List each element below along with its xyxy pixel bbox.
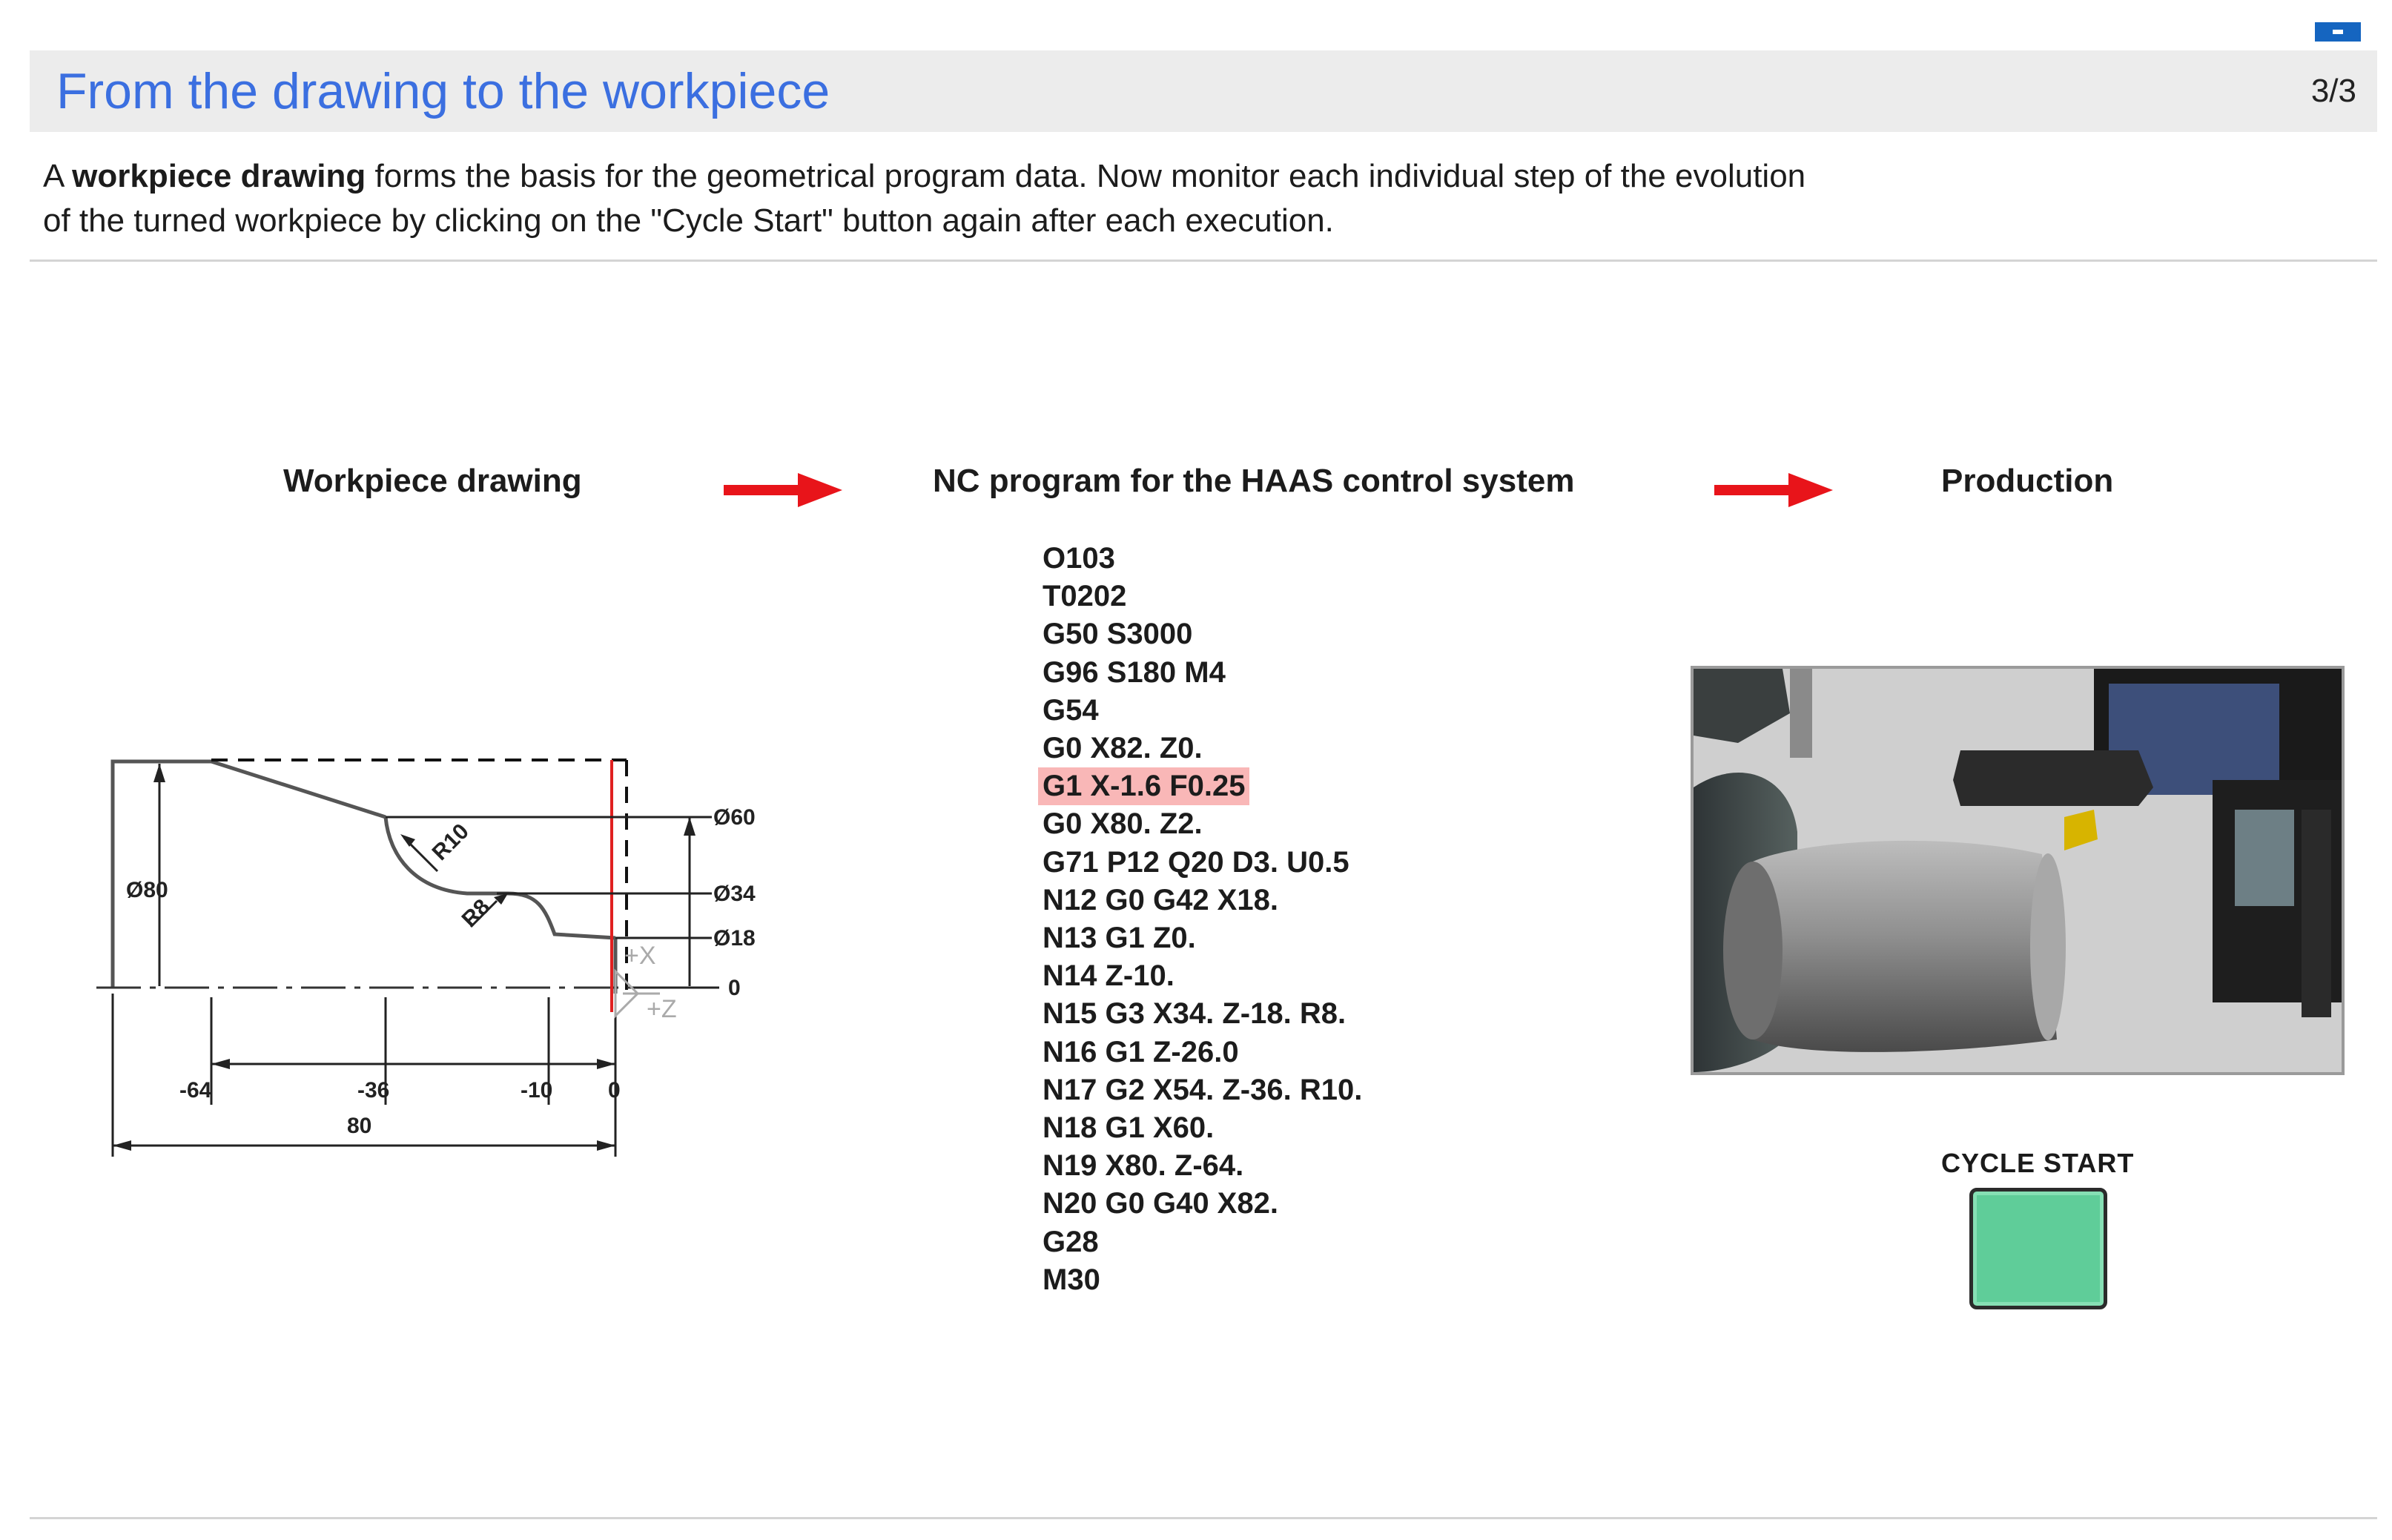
nc-line: N18 G1 X60. — [1043, 1111, 1215, 1145]
nc-line: G54 — [1043, 693, 1099, 727]
language-flag-icon[interactable] — [2315, 22, 2361, 42]
label-d80: Ø80 — [126, 878, 168, 902]
page-indicator: 3/3 — [2310, 73, 2356, 109]
lathe-scene-illustration — [1694, 669, 2342, 1072]
intro-text — [43, 154, 1823, 243]
workpiece-drawing — [96, 749, 786, 1171]
label-d34: Ø34 — [713, 882, 756, 906]
cycle-start-button[interactable] — [1969, 1188, 2107, 1309]
nc-line: N19 X80. Z-64. — [1043, 1149, 1244, 1183]
nc-line: N16 G1 Z-26.0 — [1043, 1035, 1239, 1068]
nc-line: N17 G2 X54. Z-36. R10. — [1043, 1073, 1363, 1106]
intro-bold: workpiece drawing — [72, 158, 366, 194]
bottom-divider — [30, 1517, 2377, 1519]
nc-line: G0 X80. Z2. — [1043, 807, 1203, 841]
nc-line: N13 G1 Z0. — [1043, 922, 1196, 955]
nc-line: O103 — [1043, 542, 1115, 575]
label-z10: -10 — [521, 1078, 553, 1103]
label-r10: R10 — [427, 819, 474, 865]
page-title: From the drawing to the workpiece — [56, 63, 830, 119]
nc-line: G71 P12 Q20 D3. U0.5 — [1043, 845, 1349, 879]
top-divider — [30, 260, 2377, 262]
label-zero-x: 0 — [728, 976, 741, 1000]
nc-line: G50 S3000 — [1043, 618, 1193, 651]
arrow-right-icon — [1714, 472, 1833, 509]
label-z64: -64 — [179, 1078, 212, 1103]
label-d60: Ø60 — [713, 805, 756, 830]
intro-prefix: A — [43, 158, 73, 194]
nc-line-active: G1 X-1.6 F0.25 — [1038, 767, 1249, 805]
label-plus-z: +Z — [647, 995, 677, 1023]
nc-program-heading: NC program for the HAAS control system — [933, 463, 1575, 499]
label-d18: Ø18 — [713, 926, 756, 951]
label-length-80: 80 — [347, 1114, 372, 1138]
nc-program-listing — [1043, 540, 1367, 1299]
label-r8: R8 — [457, 894, 495, 932]
label-plus-x: +X — [624, 942, 656, 970]
production-view — [1691, 666, 2345, 1075]
nc-line: G28 — [1043, 1225, 1099, 1258]
title-bar — [30, 50, 2377, 132]
nc-line: N15 G3 X34. Z-18. R8. — [1043, 997, 1347, 1031]
nc-line: T0202 — [1043, 580, 1127, 613]
nc-line: M30 — [1043, 1263, 1100, 1296]
nc-line: N12 G0 G42 X18. — [1043, 883, 1278, 916]
cycle-start-label: CYCLE START — [1941, 1148, 2135, 1178]
arrow-right-icon — [724, 472, 842, 509]
intro-rest: forms the basis for the geometrical program data. Now monitor each individual step of the evolution of the turned workpiece by clicking on the "Cycle Start" button again after each execution. — [43, 158, 1806, 239]
nc-line: G96 S180 M4 — [1043, 655, 1226, 689]
nc-line: N14 Z-10. — [1043, 959, 1174, 993]
production-heading: Production — [1941, 463, 2114, 499]
nc-line: N20 G0 G40 X82. — [1043, 1187, 1278, 1220]
nc-line: G0 X82. Z0. — [1043, 732, 1203, 765]
drawing-heading: Workpiece drawing — [283, 463, 582, 499]
label-z36: -36 — [357, 1078, 390, 1103]
label-z0: 0 — [608, 1078, 621, 1103]
